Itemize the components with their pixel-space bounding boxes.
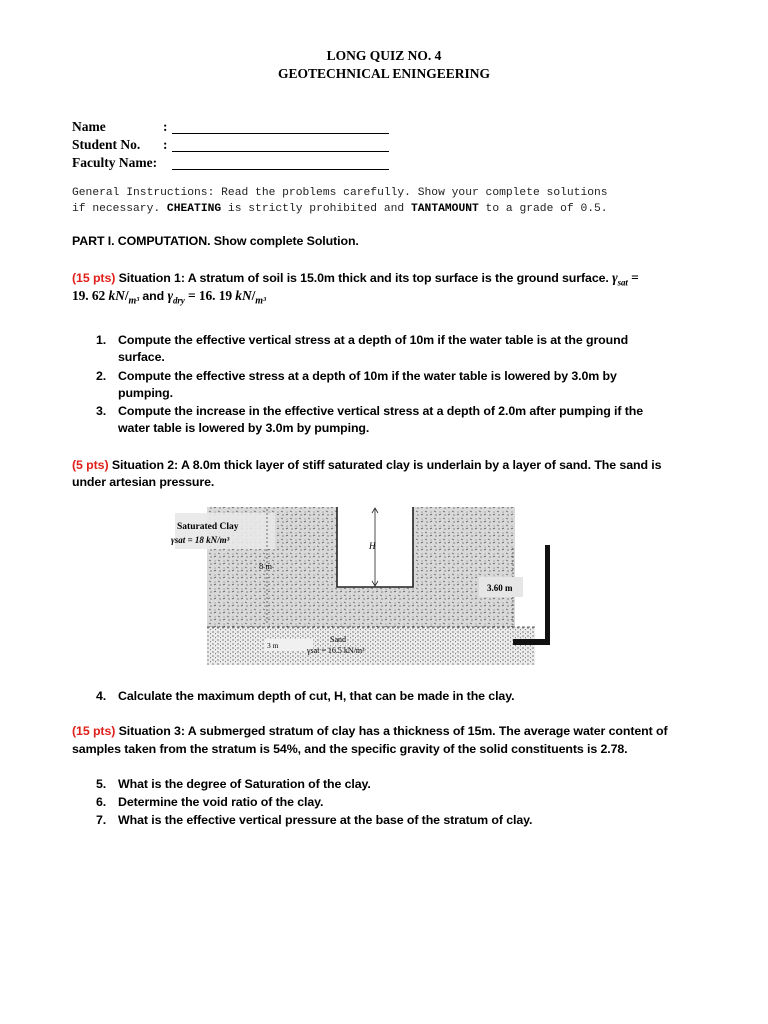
q6-number: 6. (96, 795, 107, 809)
q5-number: 5. (96, 777, 107, 791)
student-no-label: Student No. (72, 137, 141, 152)
q2-line1: Compute the effective stress at a depth of 10m if the water table is lowered by 3.0m by (118, 369, 617, 383)
clay-right-block (413, 507, 515, 627)
q4-line1: Calculate the maximum depth of cut, H, that can be made in the clay. (118, 689, 515, 703)
instructions-line-2: if necessary. CHEATING is strictly prohibited and TANTAMOUNT to a grade of 0.5. (72, 203, 608, 215)
clay-gamma-text: γsat = 18 kN/m³ (171, 535, 230, 545)
situation1-points: (15 pts) (72, 271, 116, 285)
quiz-title: LONG QUIZ NO. 4 (326, 48, 442, 63)
course-title: GEOTECHNICAL ENINGEERING (278, 66, 490, 81)
instructions-line-1: General Instructions: Read the problems carefully. Show your complete solutions (72, 187, 608, 199)
q5-line1: What is the degree of Saturation of the clay. (118, 777, 371, 791)
q2-line2: pumping. (118, 386, 173, 400)
q3-number: 3. (96, 404, 107, 418)
situation1-line1: (15 pts) Situation 1: A stratum of soil is 15.0m thick and its top surface is the ground surface. $\gamma_{sat}$ = (72, 270, 639, 288)
q1-number: 1. (96, 333, 107, 347)
q6-line1: Determine the void ratio of the clay. (118, 795, 324, 809)
q4-number: 4. (96, 689, 107, 703)
name-label: Name (72, 119, 106, 134)
q1-line2: surface. (118, 350, 165, 364)
tantamount-keyword: TANTAMOUNT (410, 203, 479, 215)
situation1-line2: 19. 62 $kN/_{m^3}$ and $\gamma_{dry} = 16$. 19 $kN/_{m^3}$ (72, 288, 266, 307)
artesian-clay-figure (171, 499, 542, 669)
name-blank-line[interactable] (172, 133, 389, 134)
faculty-name-label: Faculty Name: (72, 155, 158, 170)
student-no-field[interactable]: Student No. : (72, 137, 392, 154)
sand-layer (207, 627, 535, 665)
student-no-blank-line[interactable] (172, 151, 389, 152)
faculty-name-blank-line[interactable] (172, 169, 389, 170)
q3-line1: Compute the increase in the effective vertical stress at a depth of 2.0m after pumping if the (118, 404, 644, 418)
sand-label-text: Sand (330, 635, 346, 644)
name-field[interactable]: Name : (72, 119, 392, 136)
label-8m: 8 m (259, 561, 272, 571)
part1-heading: PART I. COMPUTATION. Show complete Solution. (72, 234, 359, 248)
situation3-points: (15 pts) (72, 724, 116, 738)
situation2-line1: (5 pts) Situation 2: A 8.0m thick layer of stiff saturated clay is underlain by a layer of sand. The sand is (72, 458, 662, 472)
situation2-points: (5 pts) (72, 458, 109, 472)
q3-line2: water table is lowered by 3.0m by pumping. (118, 421, 370, 435)
situation3-line1: (15 pts) Situation 3: A submerged stratum of clay has a thickness of 15m. The average water content of (72, 724, 668, 738)
clay-label-text: Saturated Clay (177, 522, 239, 532)
label-H: H (369, 541, 376, 551)
q7-line1: What is the effective vertical pressure at the base of the stratum of clay. (118, 813, 533, 827)
q1-line1: Compute the effective vertical stress at a depth of 10m if the water table is at the ground (118, 333, 629, 347)
situation2-line2: under artesian pressure. (72, 475, 215, 489)
label-3-60m: 3.60 m (487, 583, 513, 593)
cheating-keyword: CHEATING (166, 203, 222, 215)
q7-number: 7. (96, 813, 107, 827)
q2-number: 2. (96, 369, 107, 383)
situation3-line2: samples taken from the stratum is 54%, and the specific gravity of the solid constituents is 2.78. (72, 742, 628, 756)
clay-below-cut (337, 587, 413, 627)
label-3m: 3 m (267, 641, 279, 650)
sand-gamma-text: γsat = 16.5 kN/m³ (307, 646, 365, 655)
faculty-name-field[interactable] (72, 155, 392, 172)
